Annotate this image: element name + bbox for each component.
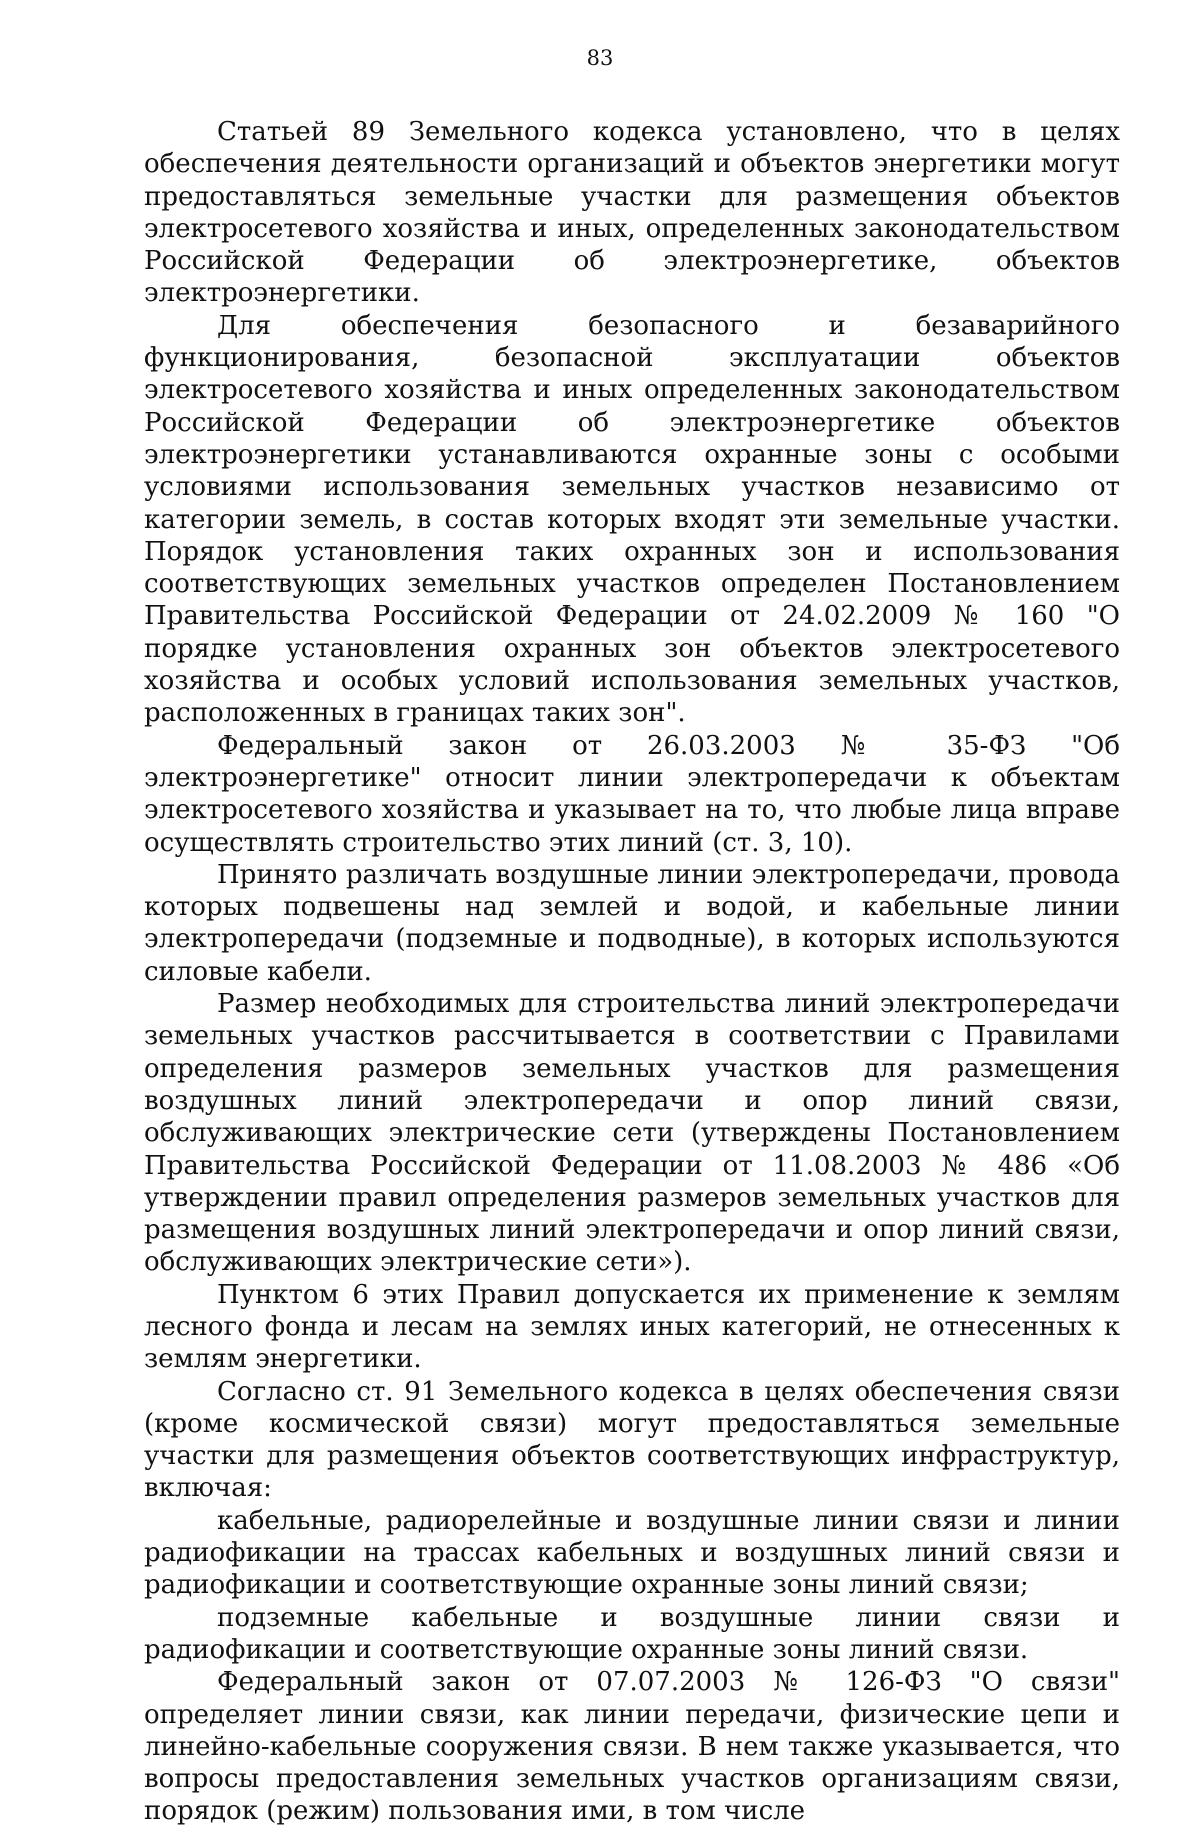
paragraph-line-types: Принято различать воздушные линии электропередачи, провода которых подвешены над землей и водой, и кабельные линии электропередачи (подземные и подводные), в которых используются силовые кабели.	[144, 859, 1120, 987]
paragraph-protection-zones: Для обеспечения безопасного и безаварийного функционирования, безопасной эксплуатации объектов электросетевого хозяйства и иных определенных законодательством Российской Федерации об электроэнергетике объектов электроэнергетики устанавливаются охранные зоны с особыми условиями использования земельных участков независимо от категории земель, в состав которых входят эти земельные участки. Порядок установления таких охранных зон и использования соответствующих земельных участков определен Постановлением Правительства Российской Федерации от 24.02.2009 № 160 "О порядке установления охранных зон объектов электросетевого хозяйства и особых условий использования земельных участков, расположенных в границах таких зон".	[144, 310, 1120, 729]
paragraph-law-126-fz: Федеральный закон от 07.07.2003 № 126-ФЗ "О связи" определяет линии связи, как линии передачи, физические цепи и линейно-кабельные сооружения связи. В нем также указывается, что вопросы предоставления земельных участков организациям связи, порядок (режим) пользования ими, в том числе	[144, 1667, 1120, 1827]
list-item-cable-lines: кабельные, радиорелейные и воздушные линии связи и линии радиофикации на трассах кабельных и воздушных линий связи и радиофикации и соответствующие охранные зоны линий связи;	[144, 1505, 1120, 1601]
paragraph-law-35-fz: Федеральный закон от 26.03.2003 № 35-ФЗ "Об электроэнергетике" относит линии электропередачи к объектам электросетевого хозяйства и указывает на то, что любые лица вправе осуществлять строительство этих линий (ст. 3, 10).	[144, 730, 1120, 858]
list-item-underground-lines: подземные кабельные и воздушные линии связи и радиофикации и соответствующие охранные зоны линий связи.	[144, 1602, 1120, 1665]
paragraph-land-plot-size: Размер необходимых для строительства линий электропередачи земельных участков рассчитывается в соответствии с Правилами определения размеров земельных участков для размещения воздушных линий электропередачи и опор линий связи, обслуживающих электрические сети (утверждены Постановлением Правительства Российской Федерации от 11.08.2003 № 486 «Об утверждении правил определения размеров земельных участков для размещения воздушных линий электропередачи и опор линий связи, обслуживающих электрические сети»).	[144, 989, 1120, 1278]
paragraph-article-91: Согласно ст. 91 Земельного кодекса в целях обеспечения связи (кроме космической связи) могут предоставляться земельные участки для размещения объектов соответствующих инфраструктур, включая:	[144, 1376, 1120, 1504]
paragraph-rule-6: Пунктом 6 этих Правил допускается их применение к землям лесного фонда и лесам на землях иных категорий, не отнесенных к землям энергетики.	[144, 1279, 1120, 1375]
body-text	[144, 116, 1120, 1828]
page-number: 83	[586, 46, 614, 70]
paragraph-article-89: Статьей 89 Земельного кодекса установлено, что в целях обеспечения деятельности организаций и объектов энергетики могут предоставляться земельные участки для размещения объектов электросетевого хозяйства и иных, определенных законодательством Российской Федерации об электроэнергетике, объектов электроэнергетики.	[144, 117, 1120, 309]
